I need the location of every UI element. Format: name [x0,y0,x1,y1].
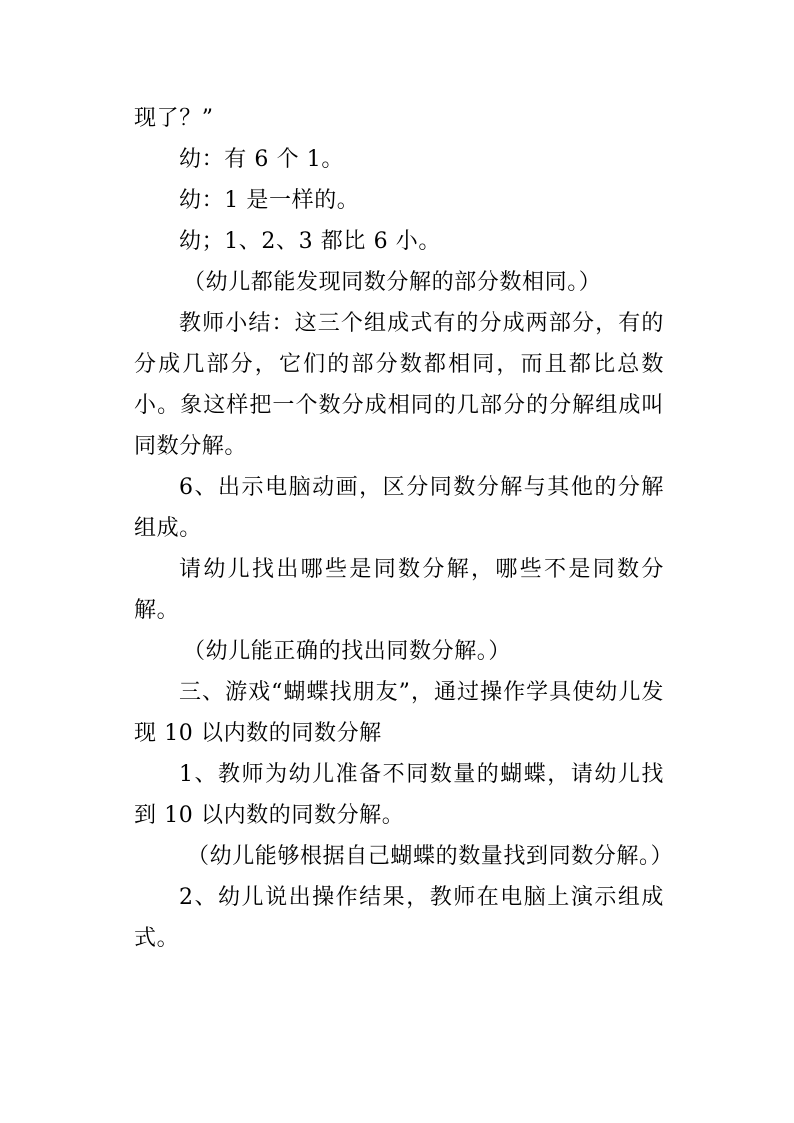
paragraph-child-answer-2: 幼：1 是一样的。 [179,188,360,213]
paragraph-step-2: 2、幼儿说出操作结果，教师在电脑上演示组成式。 [134,885,664,951]
paragraph-teacher-summary: 教师小结：这三个组成式有的分成两部分，有的分成几部分，它们的部分数都相同，而且都比总数小。象这样把一个数分成相同的几部分的分解组成叫同数分解。 [134,311,664,459]
paragraph-step-6: 6、出示电脑动画，区分同数分解与其他的分解组成。 [134,475,664,541]
paragraph-observation-note-3: （幼儿能够根据自己蝴蝶的数量找到同数分解。） [187,844,674,869]
paragraph-child-answer-3: 幼；1、2、3 都比 6 小。 [179,229,441,254]
document-body [134,98,674,959]
paragraph-section-3-heading: 三、游戏“蝴蝶找朋友”，通过操作学具使幼儿发现 10 以内数的同数分解 [134,680,664,746]
paragraph-observation-note-2: （幼儿能正确的找出同数分解。） [183,639,512,664]
paragraph-continuation: 现了？” [134,106,214,131]
paragraph-observation-note-1: （幼儿都能发现同数分解的部分数相同。） [183,270,602,295]
paragraph-instruction: 请幼儿找出哪些是同数分解，哪些不是同数分解。 [134,557,664,623]
paragraph-child-answer-1: 幼：有 6 个 1。 [179,147,344,172]
paragraph-step-1: 1、教师为幼儿准备不同数量的蝴蝶，请幼儿找到 10 以内数的同数分解。 [134,762,664,828]
